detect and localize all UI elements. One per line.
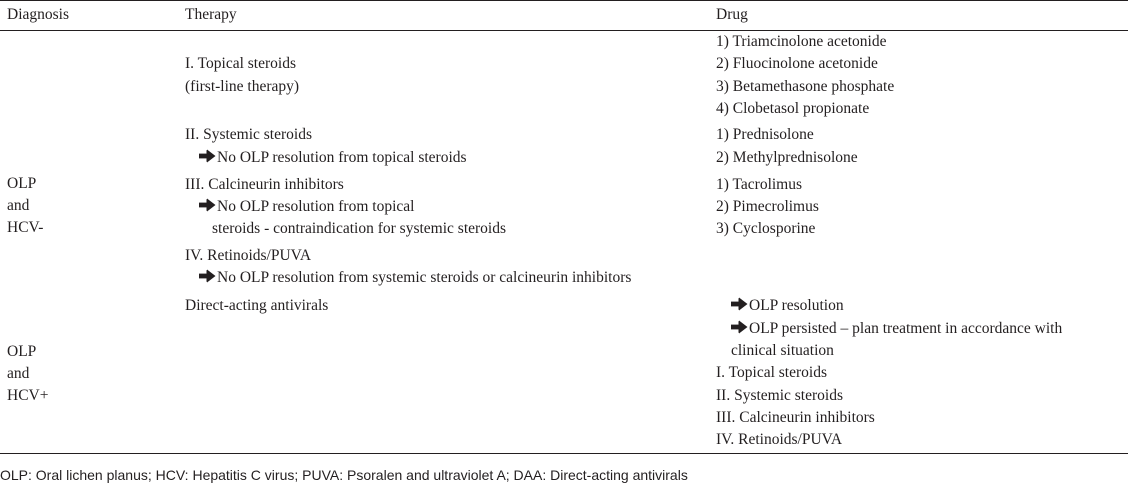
header-therapy: Therapy bbox=[185, 6, 237, 23]
therapy-indication-note: No OLP resolution from systemic steroids or calcineurin inhibitors bbox=[199, 267, 631, 289]
therapy-calcineurin-inhibitors: III. Calcineurin inhibitors bbox=[185, 176, 344, 193]
header-diagnosis: Diagnosis bbox=[7, 6, 69, 23]
drug-item: 1) Prednisolone bbox=[716, 126, 814, 143]
therapy-systemic-steroids: II. Systemic steroids bbox=[185, 126, 312, 143]
diagnosis-line: OLP bbox=[7, 175, 37, 192]
therapy-indication-note: No OLP resolution from topical steroids bbox=[199, 147, 467, 169]
daa-followup-item: III. Calcineurin inhibitors bbox=[716, 409, 875, 426]
daa-followup-item: I. Topical steroids bbox=[716, 364, 827, 381]
drug-item: 2) Methylprednisolone bbox=[716, 149, 858, 166]
therapy-topical-steroids: I. Topical steroids bbox=[185, 55, 296, 72]
therapy-first-line-note: (first-line therapy) bbox=[185, 78, 300, 95]
right-arrow-icon bbox=[199, 149, 216, 163]
drug-item: 1) Tacrolimus bbox=[716, 176, 803, 193]
drug-item: 1) Triamcinolone acetonide bbox=[716, 33, 887, 50]
daa-outcome: OLP persisted – plan treatment in accordance with bbox=[731, 318, 1062, 340]
right-arrow-icon bbox=[199, 198, 216, 212]
daa-outcome: OLP resolution bbox=[731, 295, 844, 317]
drug-item: 2) Pimecrolimus bbox=[716, 198, 819, 215]
diagnosis-line: HCV- bbox=[7, 219, 44, 236]
right-arrow-icon bbox=[731, 320, 748, 334]
table-top-rule bbox=[0, 0, 1128, 1]
table-bottom-rule bbox=[0, 453, 1128, 454]
therapy-indication-note: steroids - contraindication for systemic steroids bbox=[212, 220, 507, 237]
right-arrow-icon bbox=[199, 269, 216, 283]
daa-outcome-continuation: clinical situation bbox=[731, 342, 834, 359]
right-arrow-icon bbox=[731, 297, 748, 311]
diagnosis-line: and bbox=[7, 365, 30, 382]
drug-item: 2) Fluocinolone acetonide bbox=[716, 55, 878, 72]
therapy-indication-note: No OLP resolution from topical bbox=[199, 196, 414, 218]
therapy-retinoids-puva: IV. Retinoids/PUVA bbox=[185, 247, 312, 264]
drug-item: 3) Cyclosporine bbox=[716, 220, 816, 237]
drug-item: 3) Betamethasone phosphate bbox=[716, 78, 895, 95]
therapy-direct-acting-antivirals: Direct-acting antivirals bbox=[185, 297, 329, 314]
header-bottom-rule bbox=[0, 30, 1128, 31]
diagnosis-line: and bbox=[7, 197, 30, 214]
diagnosis-line: OLP bbox=[7, 343, 37, 360]
header-drug: Drug bbox=[716, 6, 748, 23]
table-footnote: OLP: Oral lichen planus; HCV: Hepatitis C virus; PUVA: Psoralen and ultraviolet A; DAA: Direct-acting antivirals bbox=[0, 467, 688, 483]
daa-followup-item: II. Systemic steroids bbox=[716, 387, 843, 404]
diagnosis-line: HCV+ bbox=[7, 387, 49, 404]
daa-followup-item: IV. Retinoids/PUVA bbox=[716, 431, 843, 448]
drug-item: 4) Clobetasol propionate bbox=[716, 100, 870, 117]
